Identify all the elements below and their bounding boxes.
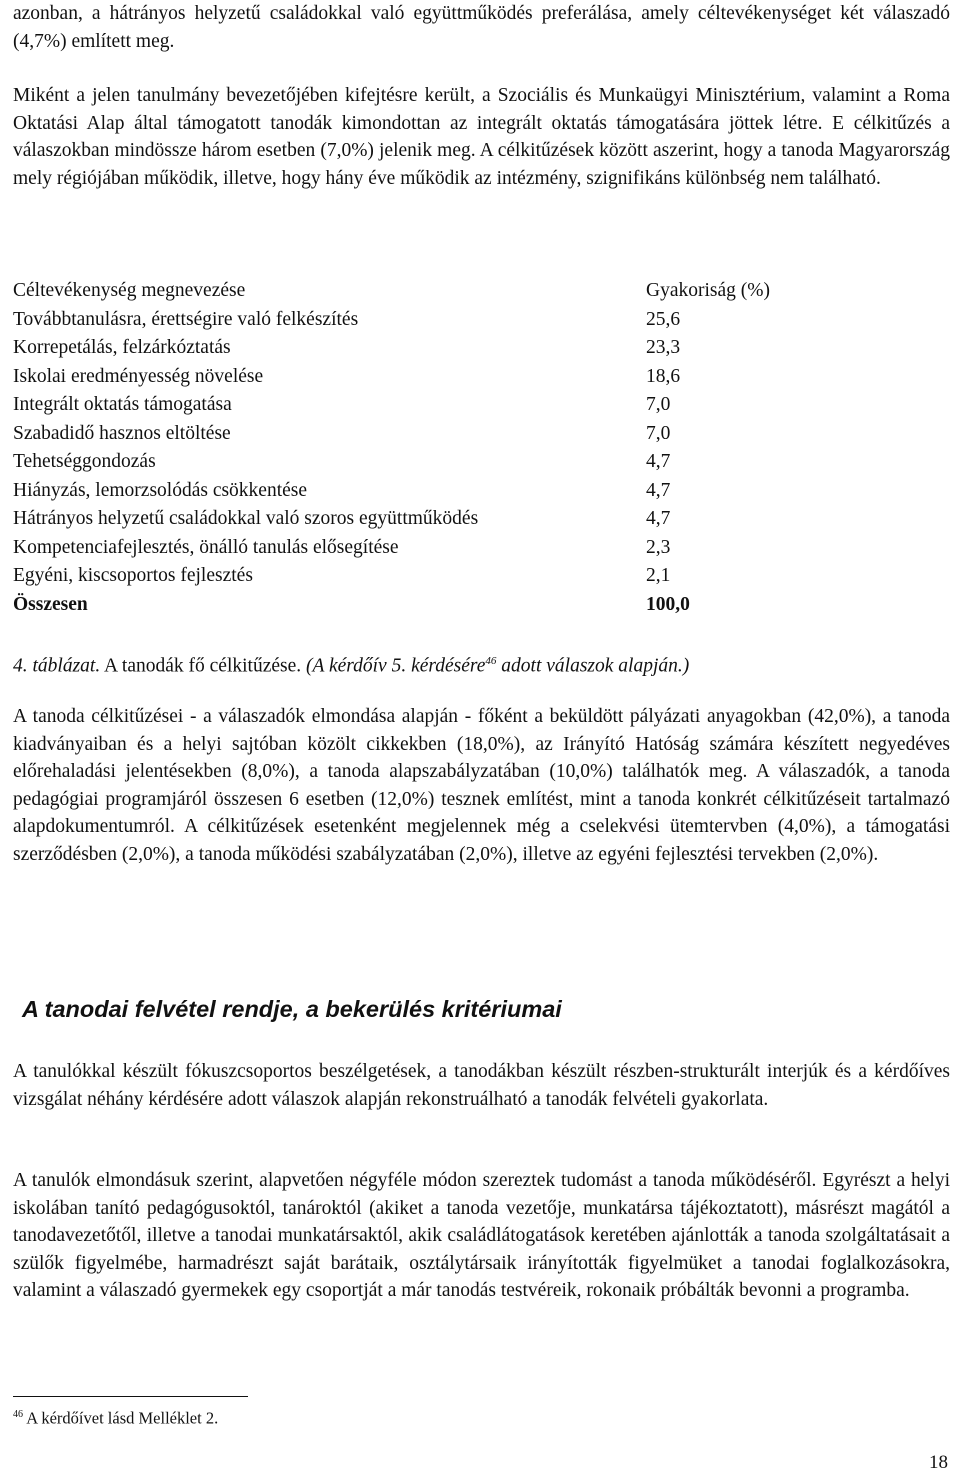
page-number: 18 — [929, 1452, 948, 1473]
paragraph-goals: A tanoda célkitűzései - a válaszadók elmondása alapján - főként a beküldött pályázati anyagokban (42,0%), a tanoda kiadványaiban és a helyi sajtóban közölt cikkekben (18,0%), az Irányító Hatóság számára készített negyedéves előrehaladási jelentésekben (8,0%), a tanoda alapszabályzatában (10,0%) találhatók meg. A válaszadók, a tanoda pedagógiai programjáról összesen 6 esetben (12,0%) tesznek említést, mint a tanoda konkrét célkitűzéseit tartalmazó alapdokumentumról. A célkitűzések esetenként megjelennek még a cselekvési ütemtervben (4,0%), a támogatási szerződésben (2,0%), a tanoda működési szabályzatában (2,0%), illetve az egyéni fejlesztési tervekben (2,0%). — [13, 706, 950, 865]
row-value: 18,6 — [646, 365, 681, 387]
table-body — [13, 306, 846, 591]
total-label: Összesen — [13, 593, 88, 615]
column-header-name: Céltevékenység megnevezése — [13, 280, 246, 301]
caption-label: 4. táblázat. — [13, 655, 101, 677]
paragraph-focus-groups: A tanulókkal készült fókuszcsoportos beszélgetések, a tanodákban készült részben-strukturált interjúk és a kérdőíves vizsgálat néhány kérdésére adott válaszok alapján rekonstruálható a tanodák felvételi gyakorlata. — [13, 1061, 950, 1110]
table-row — [13, 391, 846, 420]
table-row — [13, 534, 846, 563]
table-row — [13, 562, 846, 591]
row-name: Integrált oktatás támogatása — [13, 394, 232, 415]
caption-footnote-ref[interactable]: 46 — [485, 655, 497, 667]
row-value: 4,7 — [646, 508, 671, 529]
goals-table — [13, 277, 846, 619]
row-name: Hiányzás, lemorzsolódás csökkentése — [13, 479, 308, 501]
footnote-number: 46 — [13, 1409, 23, 1420]
total-value: 100,0 — [646, 593, 690, 615]
caption-source-suffix: adott válaszok alapján.) — [501, 655, 690, 677]
row-value: 7,0 — [646, 422, 671, 444]
row-name: Továbbtanulásra, érettségire való felkészítés — [13, 308, 359, 330]
paragraph-students: A tanulók elmondásuk szerint, alapvetően négyféle módon szereztek tudomást a tanoda működéséről. Egyrészt a helyi iskolában tanító pedagógusoktól, tanároktól (akiket a tanoda vezetője, munkatársa tájékoztatott), másrészt magától a tanodavezetőtől, illetve a tanodai munkatársaktól, akik családlátogatások keretében ajánlották a tanoda szolgáltatásait a szülők figyelmébe, harmadrészt saját barátaik, osztálytársaik irányították figyelmüket a tanodai foglalkozásokra, valamint a válaszadó gyermekek egy csoportját a már tanodás testvéreik, rokonaik próbálták bevonni a programba. — [13, 1170, 950, 1301]
footnote-text: A kérdőívet lásd Melléklet 2. — [26, 1408, 219, 1428]
row-name: Hátrányos helyzetű családokkal való szoros együttműködés — [13, 508, 479, 529]
row-value: 25,6 — [646, 308, 681, 330]
row-name: Szabadidő hasznos eltöltése — [13, 422, 231, 444]
row-value: 23,3 — [646, 337, 681, 358]
table-row — [13, 363, 846, 392]
table-row — [13, 306, 846, 335]
table-header-row — [13, 277, 846, 306]
caption-source-prefix: (A kérdőív 5. kérdésére — [306, 655, 486, 677]
row-name: Korrepetálás, felzárkóztatás — [13, 337, 231, 358]
paragraph-intro: Miként a jelen tanulmány bevezetőjében kifejtésre került, a Szociális és Munkaügyi Minisztérium, valamint a Roma Oktatási Alap által támogatott tanodák kimondottan az integrált oktatás támogatására jöttek létre. E célkitűzés a válaszokban mindössze három esetben (7,0%) jelenik meg. A célkitűzések között aszerint, hogy a tanoda Magyarország mely régiójában működik, illetve, hogy hány éve működik az intézmény, szignifikáns különbség nem található. — [13, 85, 950, 189]
table-row — [13, 334, 846, 363]
footnote — [13, 1405, 218, 1429]
table-caption — [13, 648, 689, 680]
row-name: Egyéni, kiscsoportos fejlesztés — [13, 565, 253, 586]
footnote-divider — [13, 1396, 248, 1397]
row-name: Tehetséggondozás — [13, 451, 156, 472]
row-name: Iskolai eredményesség növelése — [13, 365, 264, 387]
table-row — [13, 448, 846, 477]
paragraph-top: azonban, a hátrányos helyzetű családokkal való együttműködés preferálása, amely céltevékenységet két válaszadó (4,7%) említett meg. — [13, 3, 950, 52]
row-value: 2,1 — [646, 565, 671, 586]
row-value: 2,3 — [646, 536, 671, 558]
table-row — [13, 420, 846, 449]
row-value: 4,7 — [646, 479, 671, 501]
row-value: 7,0 — [646, 394, 671, 415]
caption-title: A tanodák fő célkitűzése. — [104, 655, 302, 677]
row-name: Kompetenciafejlesztés, önálló tanulás elősegítése — [13, 536, 399, 558]
table-row — [13, 477, 846, 506]
section-heading: A tanodai felvétel rendje, a bekerülés kritériumai — [22, 996, 562, 1022]
column-header-value: Gyakoriság (%) — [646, 280, 770, 301]
table-total-row — [13, 591, 846, 620]
table-row — [13, 505, 846, 534]
row-value: 4,7 — [646, 451, 671, 472]
